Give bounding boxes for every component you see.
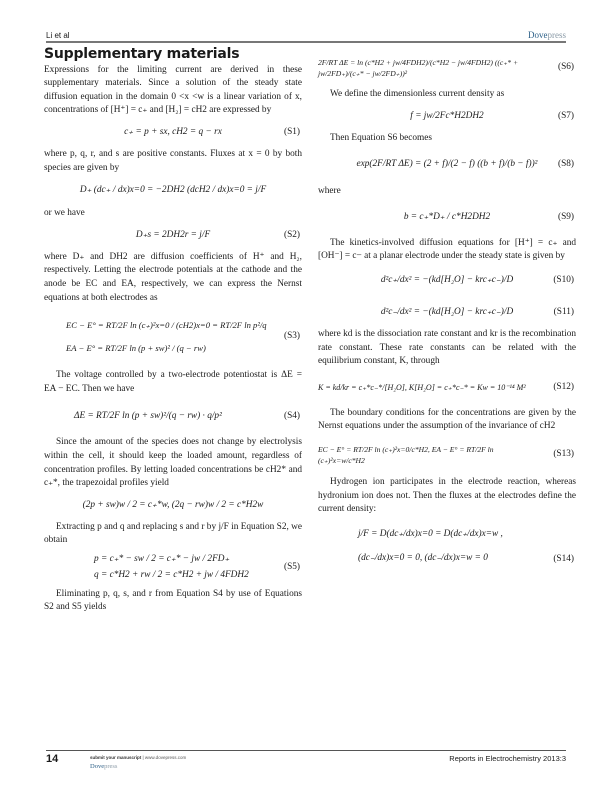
paragraph: where	[318, 186, 341, 197]
equation-s13: EC − E° = RT/2F ln (c₊)²x=0/c*H2, EA − E° = RT/2F ln (c₊)²x=w/c*H2 (S13)	[318, 444, 574, 465]
equation-number: (S14)	[553, 554, 574, 565]
equation-s2: D₊s = 2DH2r = j/F (S2)	[44, 221, 302, 251]
equation-number: (S8)	[557, 159, 574, 170]
equation-s8: exp(2F/RT ΔE) = (2 + f)/(2 − f) ((b + f)/(b − f))² (S8)	[318, 145, 576, 185]
equation-s5: p = c₊* − sw / 2 = c₊* − jw / 2FD₊ q = c*H2 + rw / 2 = c*H2 + jw / 4FDH2 (S5)	[94, 553, 300, 581]
submit-manuscript-link[interactable]: submit your manuscript | www.dovepress.com	[90, 755, 187, 760]
right-column	[318, 48, 576, 577]
equation-s6: 2F/RT ΔE = ln (c*H2 + jw/4FDH2)/(c*H2 − jw/4FDH2) ((c₊* + jw/2FD₊)/(c₊* − jw/2FD₊))² (S6)	[318, 58, 574, 78]
paragraph: The voltage controlled by a two-electrode potentiostat is ΔE = EA − EC. Then we have	[44, 370, 302, 394]
footer-dovepress-logo: Dovepress	[90, 763, 118, 770]
equation-number: (S7)	[557, 110, 574, 121]
paragraph: We define the dimensionless current density as	[330, 89, 505, 99]
equation-number: (S3)	[283, 331, 300, 342]
equation-s3: EC − E° = RT/2F ln (c₊)²x=0 / (cH2)x=0 = RT/2F ln p²/q EA − E° = RT/2F ln (p + sw)² / (q − rw) (S3)	[66, 319, 300, 354]
equation-number: (S11)	[553, 307, 574, 318]
page-number: 14	[46, 753, 59, 765]
equation-number: (S1)	[283, 127, 300, 138]
equation-s14: j/F = D(dc₊/dx)x=0 = D(dc₊/dx)x=w , (dc₋/dx)x=0 = 0, (dc₋/dx)x=w = 0 (S14)	[318, 517, 576, 577]
equation-trapezoid: (2p + sw)w / 2 = c₊*w, (2q − rw)w / 2 = c*H2w	[82, 499, 264, 510]
equation-number: (S13)	[553, 449, 574, 460]
footer-rule	[46, 750, 566, 751]
paragraph: Expressions for the limiting current are derived in these supplementary materials. Since a solution of the steady state diffusion equation in the domain 0 <x <w is a linear variation of x, concentrations of [H⁺] = c₊ and [H₂] = cH2 are expressed by	[44, 64, 302, 116]
paragraph: where p, q, r, and s are positive constants. Fluxes at x = 0 by both species are given by	[44, 148, 302, 173]
paragraph: Hydrogen ion participates in the electrode reaction, whereas hydronium ion does not. Then the fluxes at the electrodes define the current density:	[318, 476, 576, 515]
equation-number: (S10)	[553, 275, 574, 286]
section-title: Supplementary materials	[44, 46, 240, 62]
equation-number: (S12)	[553, 381, 574, 392]
equation-number: (S9)	[557, 211, 574, 222]
paragraph: Then Equation S6 becomes	[330, 132, 432, 143]
equation-s4: ΔE = RT/2F ln (p + sw)²/(q − rw) · q/p² (S4)	[44, 396, 302, 436]
equation-flux: D₊ (dc₊ / dx)x=0 = −2DH2 (dcH2 / dx)x=0 = j/F	[79, 185, 267, 196]
paragraph: Eliminating p, q, s, and r from Equation S4 by use of Equations S2 and S5 yields	[44, 588, 302, 613]
paragraph: Since the amount of the species does not change by electrolysis within the cell, it should keep the loaded amount, regardless of concentration profiles. By letting loaded concentrations be cH2* and c₊*, the trapezoidal profiles yield	[44, 437, 302, 489]
equation-number: (S5)	[283, 562, 300, 573]
paragraph: Extracting p and q and replacing s and r by j/F in Equation S2, we obtain	[44, 521, 302, 546]
journal-citation: Reports in Electrochemistry 2013:3	[449, 754, 566, 763]
equation-number: (S2)	[283, 229, 300, 240]
paragraph: The boundary conditions for the concentrations are given by the Nernst equations under the assumption of the invariance of cH2	[318, 407, 576, 432]
left-column	[44, 48, 302, 615]
header-rule	[46, 41, 566, 43]
paragraph: The kinetics-involved diffusion equations for [H⁺] = c₊ and [OH⁻] = c− at a planar electrode under the steady state is given by	[318, 237, 576, 262]
equation-number: (S4)	[283, 410, 300, 421]
equation-s9: b = c₊*D₊ / c*H2DH2 (S9)	[318, 199, 576, 237]
paragraph: where kd is the dissociation rate constant and kr is the recombination rate constant. These rate constants can be related with the equilibrium constant, K, through	[318, 328, 576, 367]
equation-s12: K = kd/kr = c₊*c₋*/[H₂O], K[H₂O] = c₊*c₋* = Kw = 10⁻¹⁴ M² (S12)	[318, 369, 576, 407]
equation-number: (S6)	[557, 62, 574, 73]
equation-s7: f = jw/2Fc*H2DH2 (S7)	[318, 102, 576, 132]
paragraph: or we have	[44, 208, 85, 219]
paragraph: where D₊ and DH2 are diffusion coefficients of H⁺ and H₂, respectively. Letting the electrode potentials at the cathode and the anode be EC and EA, respectively, we can express the Nernst equations at both electrodes as	[44, 251, 302, 303]
running-head-author: Li et al	[46, 31, 70, 40]
equation-s10: d²c₊/dx² = −(kd[H₂O] − krc₊c₋)/D (S10)	[318, 264, 576, 298]
dovepress-logo: Dovepress	[528, 30, 566, 40]
equation-s11: d²c₋/dx² = −(kd[H₂O] − krc₊c₋)/D (S11)	[318, 298, 576, 328]
equation-s1: c₊ = p + sx, cH2 = q − rx (S1)	[44, 118, 302, 148]
